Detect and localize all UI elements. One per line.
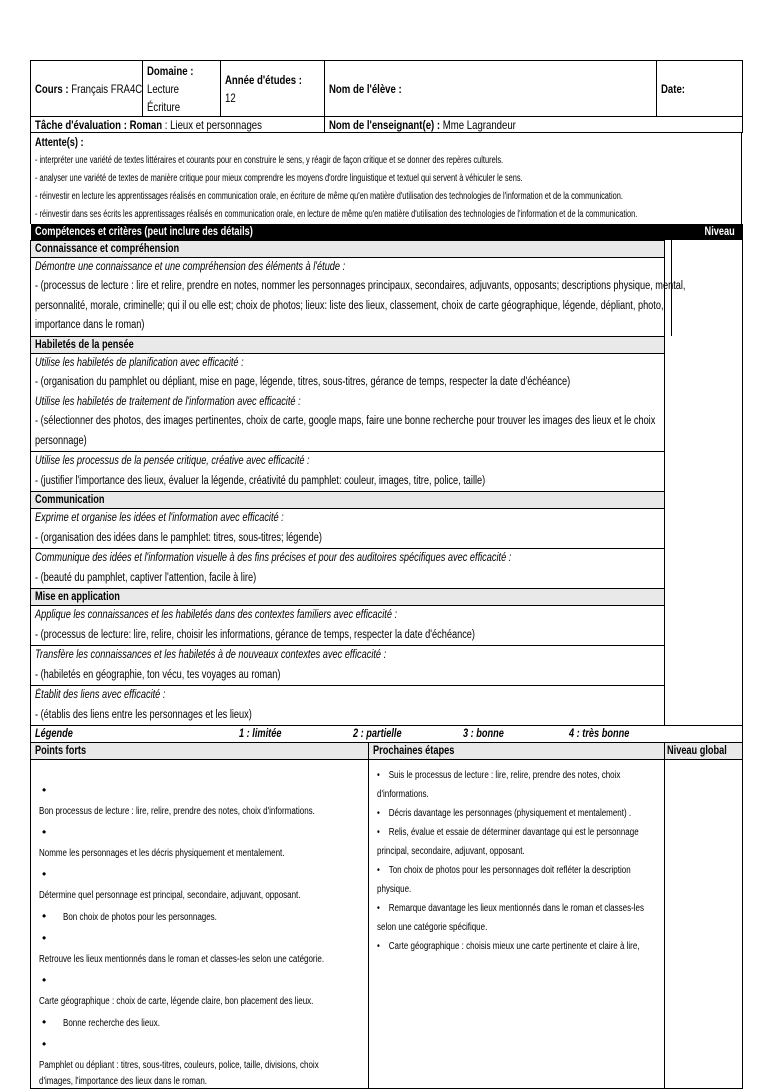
- criterion-line: - (justifier l'importance des lieux, évaluer la légende, créativité du pamphlet: couleur, images, titre, police, taille): [35, 474, 486, 487]
- task-value: : Lieux et personnages: [164, 117, 262, 132]
- domain-reading: Lecture: [147, 81, 180, 96]
- course-value: Français FRA4C: [71, 81, 143, 96]
- list-item-continuation: selon une catégorie spécifique.: [377, 921, 488, 933]
- list-item: • Suis le processus de lecture : lire, relire, prendre des notes, choix: [377, 769, 621, 781]
- criterion-line: - (habiletés en géographie, ton vécu, tes voyages au roman): [35, 668, 281, 681]
- criterion-line: importance dans le roman): [35, 319, 145, 331]
- niveau-cell[interactable]: [665, 492, 743, 589]
- attentes-table: [30, 133, 742, 224]
- legend-level-1: 1 : limitée: [238, 727, 281, 740]
- criterion-block: [31, 686, 665, 726]
- criterion-block: [31, 393, 665, 452]
- points-forts-title: Points forts: [35, 744, 87, 757]
- task-cell: [31, 117, 325, 133]
- legend-label: Légende: [35, 727, 73, 740]
- list-item: • Remarque davantage les lieux mentionnés dans le roman et classes-les: [377, 902, 644, 914]
- prochaines-etapes-title: Prochaines étapes: [373, 744, 455, 757]
- list-item: •Bon processus de lecture : lire, relire, prendre des notes, choix d'informations.: [39, 782, 315, 817]
- legend-level-4: 4 : très bonne: [568, 727, 629, 740]
- prochaines-etapes-cell: [369, 759, 665, 1088]
- criterion-block: [31, 549, 665, 589]
- evaluation-sheet: [30, 60, 742, 1089]
- criterion-line: personnage): [35, 434, 87, 447]
- year-value: 12: [225, 90, 236, 105]
- criterion-line: - (beauté du pamphlet, captiver l'attention, facile à lire): [35, 571, 257, 584]
- legend-level-2: 2 : partielle: [352, 727, 402, 740]
- course-cell: Cours : Français FRA4C: [31, 61, 143, 117]
- criterion-line: - (processus de lecture: lire, relire, choisir les informations, gérance de temps, respecter la date d'échéance): [35, 628, 475, 641]
- niveau-cell[interactable]: [665, 336, 743, 492]
- feedback-table: [30, 742, 743, 1089]
- niveau-global-title: Niveau global: [667, 744, 727, 757]
- criterion-heading: Établit des liens avec efficacité :: [35, 689, 166, 701]
- competences-title: Compétences et critères (peut inclure des détails): [34, 225, 253, 238]
- legend-level-3: 3 : bonne: [462, 727, 504, 740]
- teacher-cell: [325, 117, 743, 133]
- criterion-heading: Exprime et organise les idées et l'information avec efficacité :: [35, 512, 284, 524]
- attente-item: - analyser une variété de textes de manière critique pour mieux comprendre les moyens d'ordre linguistique et textuel qui servent à véhiculer le sens.: [35, 173, 523, 184]
- task-label: Tâche d'évaluation : Roman: [35, 117, 163, 132]
- student-name-cell[interactable]: [325, 61, 657, 117]
- teacher-value: Mme Lagrandeur: [442, 117, 516, 132]
- list-item: • Bon choix de photos pour les personnages.: [42, 908, 217, 923]
- points-forts-cell: [31, 759, 369, 1088]
- year-label: Année d'études :: [225, 72, 302, 87]
- date-cell[interactable]: [657, 61, 743, 117]
- criterion-block: [31, 646, 665, 686]
- criterion-heading: Applique les connaissances et les habiletés dans des contextes familiers avec efficacité :: [35, 609, 398, 621]
- section-title: Communication: [35, 494, 105, 506]
- list-item: • Relis, évalue et essaie de déterminer davantage qui est le personnage: [377, 826, 639, 838]
- section-title: Habiletés de la pensée: [35, 338, 134, 351]
- list-item: •Retrouve les lieux mentionnés dans le roman et classes-les selon une catégorie.: [39, 930, 325, 965]
- list-item: •Nomme les personnages et les décris physiquement et mentalement.: [39, 824, 285, 859]
- domain-writing: Écriture: [147, 99, 181, 114]
- criterion-heading: Transfère les connaissances et les habiletés à de nouveaux contextes avec efficacité :: [35, 649, 387, 661]
- criterion-heading: Démontre une connaissance et une compréhension des éléments à l'étude :: [35, 260, 346, 273]
- niveau-cell[interactable]: [665, 589, 743, 726]
- niveau-global-cell[interactable]: [665, 759, 743, 1088]
- student-name-label: Nom de l'élève :: [329, 81, 402, 96]
- competences-table: [30, 224, 743, 725]
- list-item-continuation: d'images, l'importance des lieux dans le roman.: [39, 1075, 208, 1087]
- domain-label: Domaine :: [147, 63, 194, 78]
- attente-item: - réinvestir dans ses écrits les apprentissages réalisés en communication orale, en lecture de même qu'en matière d'utilisation des technologies de l'information et de la communication.: [35, 209, 638, 220]
- list-item: • Décris davantage les personnages (physiquement et mentalement) .: [377, 807, 632, 819]
- section-row: [31, 492, 743, 509]
- list-item: •Carte géographique : choix de carte, légende claire, bon placement des lieux.: [39, 972, 314, 1007]
- header-table: [30, 60, 743, 133]
- section-row: [31, 589, 743, 606]
- criterion-line: - (organisation du pamphlet ou dépliant, mise en page, légende, titres, sous-titres, gérance de temps, respecter la date d'échéance): [35, 376, 571, 388]
- criterion-block: [31, 452, 665, 492]
- criterion-line: - (organisation des idées dans le pamphlet: titres, sous-titres; légende): [35, 531, 322, 544]
- list-item-continuation: principal, secondaire, adjuvant, opposant.: [377, 845, 525, 857]
- date-label: Date:: [661, 81, 686, 96]
- list-item: • Bonne recherche des lieux.: [42, 1014, 160, 1029]
- criterion-block: [31, 606, 665, 646]
- list-item: • Ton choix de photos pour les personnages doit refléter la description: [377, 864, 631, 876]
- attente-item: - interpréter une variété de textes littéraires et courants pour en construire le sens, y réagir de façon critique et se donner des repères culturels.: [35, 155, 504, 166]
- criterion-block: [31, 353, 665, 393]
- teacher-label: Nom de l'enseignant(e) :: [329, 117, 441, 132]
- legend-row: [30, 725, 743, 742]
- niveau-header: Niveau: [704, 226, 735, 238]
- criterion-heading: Utilise les habiletés de planification avec efficacité :: [35, 356, 244, 369]
- criterion-heading: Communique des idées et l'information visuelle à des fins précises et pour des auditoires spécifiques avec efficacité :: [35, 552, 512, 564]
- section-row: [31, 336, 743, 353]
- year-cell: [221, 61, 325, 117]
- criterion-heading: Utilise les processus de la pensée critique, créative avec efficacité :: [35, 455, 310, 467]
- list-item: • Carte géographique : choisis mieux une carte pertinente et claire à lire,: [377, 940, 640, 952]
- attente-item: - réinvestir en lecture les apprentissages réalisés en communication orale, en écriture de même qu'en matière d'utilisation des technologies de l'information et de la communication.: [35, 191, 623, 202]
- domain-cell: [143, 61, 221, 117]
- list-item: •Détermine quel personnage est principal, secondaire, adjuvant, opposant.: [39, 866, 301, 901]
- list-item-continuation: physique.: [377, 883, 412, 895]
- list-item-continuation: d'informations.: [377, 788, 429, 800]
- section-title: Mise en application: [35, 591, 120, 603]
- list-item: •Pamphlet ou dépliant : titres, sous-titres, couleurs, police, taille, divisions, choix: [39, 1036, 319, 1071]
- section-row: [31, 240, 743, 257]
- criterion-line: - (établis des liens entre les personnages et les lieux): [35, 708, 252, 721]
- criterion-line: - (processus de lecture : lire et relire, prendre en notes, nommer les personnages principaux, secondaires, adjuvants, opposants; descriptions physique, mental,: [35, 280, 686, 292]
- criterion-block: [31, 257, 686, 336]
- competences-header-row: [31, 224, 743, 240]
- criterion-heading: Utilise les habiletés de traitement de l'information avec efficacité :: [35, 395, 301, 408]
- criterion-line: - (sélectionner des photos, des images pertinentes, choix de carte, google maps, faire une bonne recherche pour trouver les images des lieux et le choix: [35, 415, 656, 427]
- attentes-title: Attente(s) :: [35, 137, 84, 149]
- section-title: Connaissance et compréhension: [35, 242, 180, 255]
- criterion-block: [31, 509, 665, 549]
- criterion-line: personnalité, morale, criminelle; qui il ou elle est; choix de photos; lieux: liste des lieux, classement, choix de carte géographique, légende, dépliant, photo,: [35, 299, 664, 312]
